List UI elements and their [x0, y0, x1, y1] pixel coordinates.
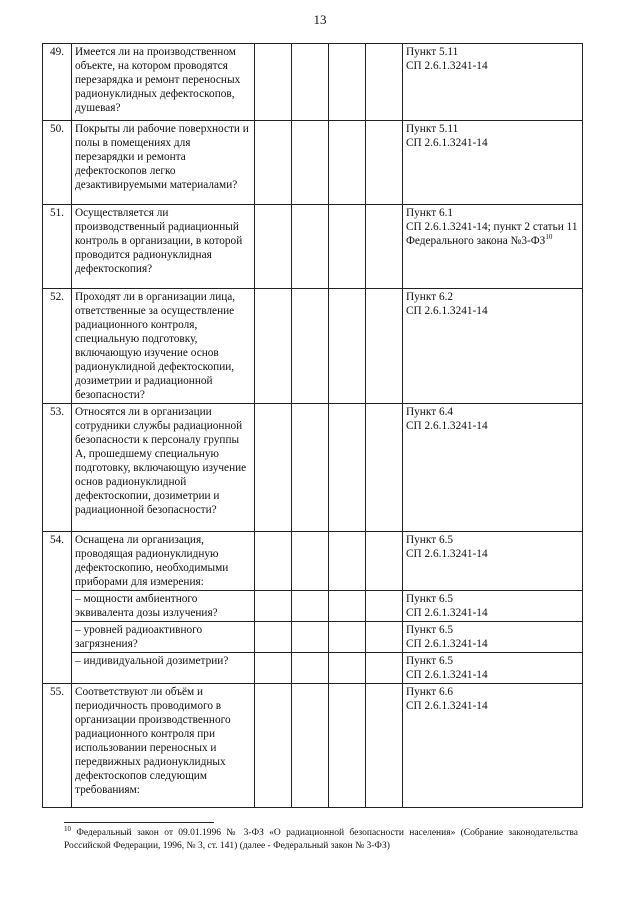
answer-cell-yes — [255, 289, 292, 404]
answer-cell-no — [292, 289, 329, 404]
answer-cell-na — [329, 121, 366, 205]
row-number: 51. — [43, 205, 72, 289]
table-row — [43, 44, 583, 121]
reference-item: Пункт 6.5 — [406, 593, 454, 605]
table-row — [43, 684, 583, 808]
reference-document: СП 2.6.1.3241-14 — [406, 669, 488, 681]
table-row — [43, 622, 583, 653]
requirement-reference — [403, 404, 583, 532]
answer-cell-notes — [366, 289, 403, 404]
requirement-reference — [403, 591, 583, 622]
answer-cell-yes — [255, 205, 292, 289]
answer-cell-na — [329, 205, 366, 289]
requirement-reference — [403, 622, 583, 653]
answer-cell-no — [292, 653, 329, 684]
answer-cell-na — [329, 289, 366, 404]
answer-cell-notes — [366, 44, 403, 121]
requirement-reference — [403, 289, 583, 404]
footnote — [64, 824, 578, 853]
answer-cell-yes — [255, 653, 292, 684]
answer-cell-na — [329, 404, 366, 532]
reference-text: СП 2.6.1.3241-14; пункт 2 статьи 11 Федерального закона №3-ФЗ — [406, 221, 578, 247]
reference-document: СП 2.6.1.3241-14 — [406, 700, 488, 712]
reference-document: СП 2.6.1.3241-14 — [406, 137, 488, 149]
reference-document — [406, 220, 579, 248]
answer-cell-no — [292, 622, 329, 653]
row-number: 53. — [43, 404, 72, 532]
row-number: 52. — [43, 289, 72, 404]
question-text: Проходят ли в организации лица, ответственные за осуществление радиационного контроля, специальную подготовку, включающую изучение основ радионуклидной дефектоскопии, дозиметрии и радиационной безопасности? — [72, 289, 255, 404]
answer-cell-na — [329, 591, 366, 622]
answer-cell-no — [292, 404, 329, 532]
answer-cell-na — [329, 653, 366, 684]
question-text: Соответствуют ли объём и периодичность проводимого в организации производственного радиационного контроля при использовании переносных и передвижных радионуклидных дефектоскопов следующим требованиям: — [72, 684, 255, 808]
answer-cell-no — [292, 532, 329, 591]
row-number: 50. — [43, 121, 72, 205]
table-row — [43, 532, 583, 591]
reference-document: СП 2.6.1.3241-14 — [406, 60, 488, 72]
checklist-table — [42, 43, 583, 808]
reference-document: СП 2.6.1.3241-14 — [406, 420, 488, 432]
reference-item: Пункт 6.5 — [406, 534, 454, 546]
requirement-reference — [403, 205, 583, 289]
row-number: 55. — [43, 684, 72, 808]
answer-cell-notes — [366, 653, 403, 684]
answer-cell-no — [292, 121, 329, 205]
question-text: Относятся ли в организации сотрудники службы радиационной безопасности к персоналу группы А, прошедшему специальную подготовку, включающую изучение основ радионуклидной дефектоскопии, дозиметрии и радиационной безопасности? — [72, 404, 255, 532]
answer-cell-yes — [255, 684, 292, 808]
reference-document: СП 2.6.1.3241-14 — [406, 548, 488, 560]
answer-cell-na — [329, 532, 366, 591]
answer-cell-no — [292, 591, 329, 622]
reference-item: Пункт 5.11 — [406, 123, 459, 135]
footnote-ref: 10 — [545, 233, 553, 242]
answer-cell-na — [329, 44, 366, 121]
table-row — [43, 591, 583, 622]
reference-item: Пункт 6.4 — [406, 406, 454, 418]
reference-document: СП 2.6.1.3241-14 — [406, 607, 488, 619]
question-subitem: – индивидуальной дозиметрии? — [72, 653, 255, 684]
answer-cell-no — [292, 684, 329, 808]
requirement-reference — [403, 532, 583, 591]
question-subitem: – мощности амбиентного эквивалента дозы излучения? — [72, 591, 255, 622]
requirement-reference — [403, 653, 583, 684]
table-row — [43, 289, 583, 404]
requirement-reference — [403, 121, 583, 205]
answer-cell-yes — [255, 404, 292, 532]
question-text: Имеется ли на производственном объекте, на котором проводятся перезарядка и ремонт переносных радионуклидных дефектоскопов, душевая? — [72, 44, 255, 121]
reference-document: СП 2.6.1.3241-14 — [406, 638, 488, 650]
answer-cell-na — [329, 684, 366, 808]
row-number: 54. — [43, 532, 72, 684]
answer-cell-yes — [255, 121, 292, 205]
answer-cell-notes — [366, 684, 403, 808]
table-row — [43, 404, 583, 532]
footnote-marker: 10 — [64, 824, 71, 833]
table-row — [43, 653, 583, 684]
requirement-reference — [403, 684, 583, 808]
footnote-text: Федеральный закон от 09.01.1996 № 3-ФЗ «О радиационной безопасности населения» (Собрание законодательства Российской Федерации, 1996, № 3, ст. 141) (далее - Федеральный закон № 3-ФЗ) — [64, 828, 578, 851]
reference-document: СП 2.6.1.3241-14 — [406, 305, 488, 317]
question-text: Оснащена ли организация, проводящая радионуклидную дефектоскопию, необходимыми приборами для измерения: — [72, 532, 255, 591]
question-text: Осуществляется ли производственный радиационный контроль в организации, в которой проводится радионуклидная дефектоскопия? — [72, 205, 255, 289]
reference-item: Пункт 5.11 — [406, 46, 459, 58]
reference-item: Пункт 6.1 — [406, 207, 454, 219]
question-subitem: – уровней радиоактивного загрязнения? — [72, 622, 255, 653]
table-row — [43, 121, 583, 205]
answer-cell-notes — [366, 404, 403, 532]
answer-cell-na — [329, 622, 366, 653]
table-row — [43, 205, 583, 289]
reference-item: Пункт 6.2 — [406, 291, 454, 303]
answer-cell-yes — [255, 532, 292, 591]
answer-cell-yes — [255, 44, 292, 121]
reference-item: Пункт 6.6 — [406, 686, 454, 698]
requirement-reference — [403, 44, 583, 121]
answer-cell-no — [292, 205, 329, 289]
answer-cell-notes — [366, 205, 403, 289]
page-number: 13 — [313, 12, 327, 27]
answer-cell-notes — [366, 121, 403, 205]
answer-cell-yes — [255, 591, 292, 622]
reference-item: Пункт 6.5 — [406, 655, 454, 667]
answer-cell-yes — [255, 622, 292, 653]
answer-cell-notes — [366, 532, 403, 591]
reference-item: Пункт 6.5 — [406, 624, 454, 636]
row-number: 49. — [43, 44, 72, 121]
answer-cell-no — [292, 44, 329, 121]
question-text: Покрыты ли рабочие поверхности и полы в помещениях для перезарядки и ремонта дефектоскопов легко дезактивируемыми материалами? — [72, 121, 255, 205]
answer-cell-notes — [366, 591, 403, 622]
footnote-divider — [64, 822, 214, 823]
answer-cell-notes — [366, 622, 403, 653]
